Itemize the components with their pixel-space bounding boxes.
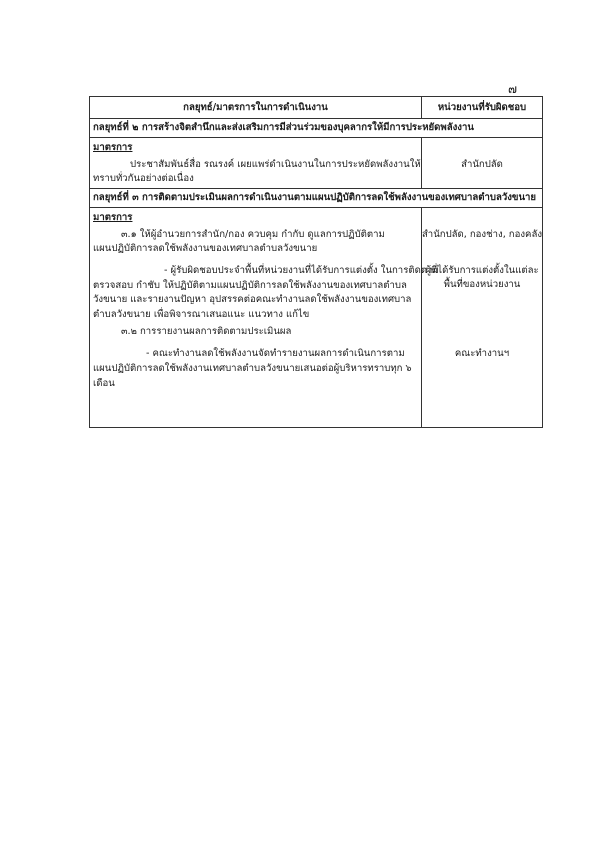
sub-line3: วังขนาย และรายงานปัญหา อุปสรรคต่อคณะทำงานลดใช้พลังงานของเทศบาล bbox=[93, 294, 412, 305]
row-divider-header bbox=[90, 118, 542, 119]
page-number: ๗ bbox=[508, 82, 518, 96]
strategy-table bbox=[89, 96, 543, 428]
item32-line2: แผนปฏิบัติการลดใช้พลังงานเทศบาลตำบลวังขนายเสนอต่อผู้บริหารทราบทุก ๖ bbox=[93, 363, 412, 374]
item32-title: ๓.๒ การรายงานผลการติดตามประเมินผล bbox=[121, 326, 292, 337]
item32-line1: - คณะทำงานลดใช้พลังงานจัดทำรายงานผลการดำเนินการตาม bbox=[146, 348, 405, 359]
strategy2-measures-label: มาตรการ bbox=[93, 142, 133, 153]
row-divider-strategy3-title bbox=[90, 207, 542, 208]
strategy2-title: กลยุทธ์ที่ ๒ การสร้างจิตสำนึกและส่งเสริมการมีส่วนร่วมของบุคลากรให้มีการประหยัดพลังงาน bbox=[93, 122, 474, 133]
sub-responsible-line2: พื้นที่ของหน่วยงาน bbox=[443, 279, 521, 290]
sub-line1: - ผู้รับผิดชอบประจำพื้นที่หน่วยงานที่ได้รับการแต่งตั้ง ในการติดตาม bbox=[164, 265, 439, 276]
item31-responsible: สำนักปลัด, กองช่าง, กองคลัง bbox=[421, 229, 543, 240]
sub-line2: ตรวจสอบ กำชับ ให้ปฏิบัติตามแผนปฏิบัติการลดใช้พลังงานของเทศบาลตำบล bbox=[93, 280, 407, 291]
item31-line2: แผนปฏิบัติการลดใช้พลังงานของเทศบาลตำบลวังขนาย bbox=[93, 243, 318, 254]
row-divider-strategy2-title bbox=[90, 137, 542, 138]
strategy3-measures-label: มาตรการ bbox=[93, 212, 133, 223]
header-strategy: กลยุทธ์/มาตรการในการดำเนินงาน bbox=[183, 102, 328, 113]
strategy2-line2: ทราบทั่วกันอย่างต่อเนื่อง bbox=[93, 173, 194, 184]
item32-responsible: คณะทำงานฯ bbox=[454, 348, 510, 359]
item31-line1: ๓.๑ ให้ผู้อำนวยการสำนัก/กอง ควบคุม กำกับ ดูแลการปฏิบัติตาม bbox=[121, 229, 385, 240]
strategy3-title: กลยุทธ์ที่ ๓ การติดตามประเมินผลการดำเนินงานตามแผนปฏิบัติการลดใช้พลังงานของเทศบาลตำบลวังขนาย bbox=[93, 192, 537, 203]
item32-line3: เดือน bbox=[93, 378, 115, 389]
strategy2-line1: ประชาสัมพันธ์สื่อ รณรงค์ เผยแพร่ดำเนินงานในการประหยัดพลังงานให้ bbox=[130, 159, 421, 170]
row-divider-strategy2-body bbox=[90, 188, 542, 189]
sub-responsible-line1: ผู้ที่ได้รับการแต่งตั้งในแต่ละ bbox=[425, 265, 539, 276]
sub-line4: ตำบลวังขนาย เพื่อพิจารณาเสนอแนะ แนวทาง แก้ไข bbox=[93, 309, 310, 320]
header-responsible: หน่วยงานที่รับผิดชอบ bbox=[437, 102, 527, 113]
strategy2-responsible: สำนักปลัด bbox=[461, 159, 503, 170]
